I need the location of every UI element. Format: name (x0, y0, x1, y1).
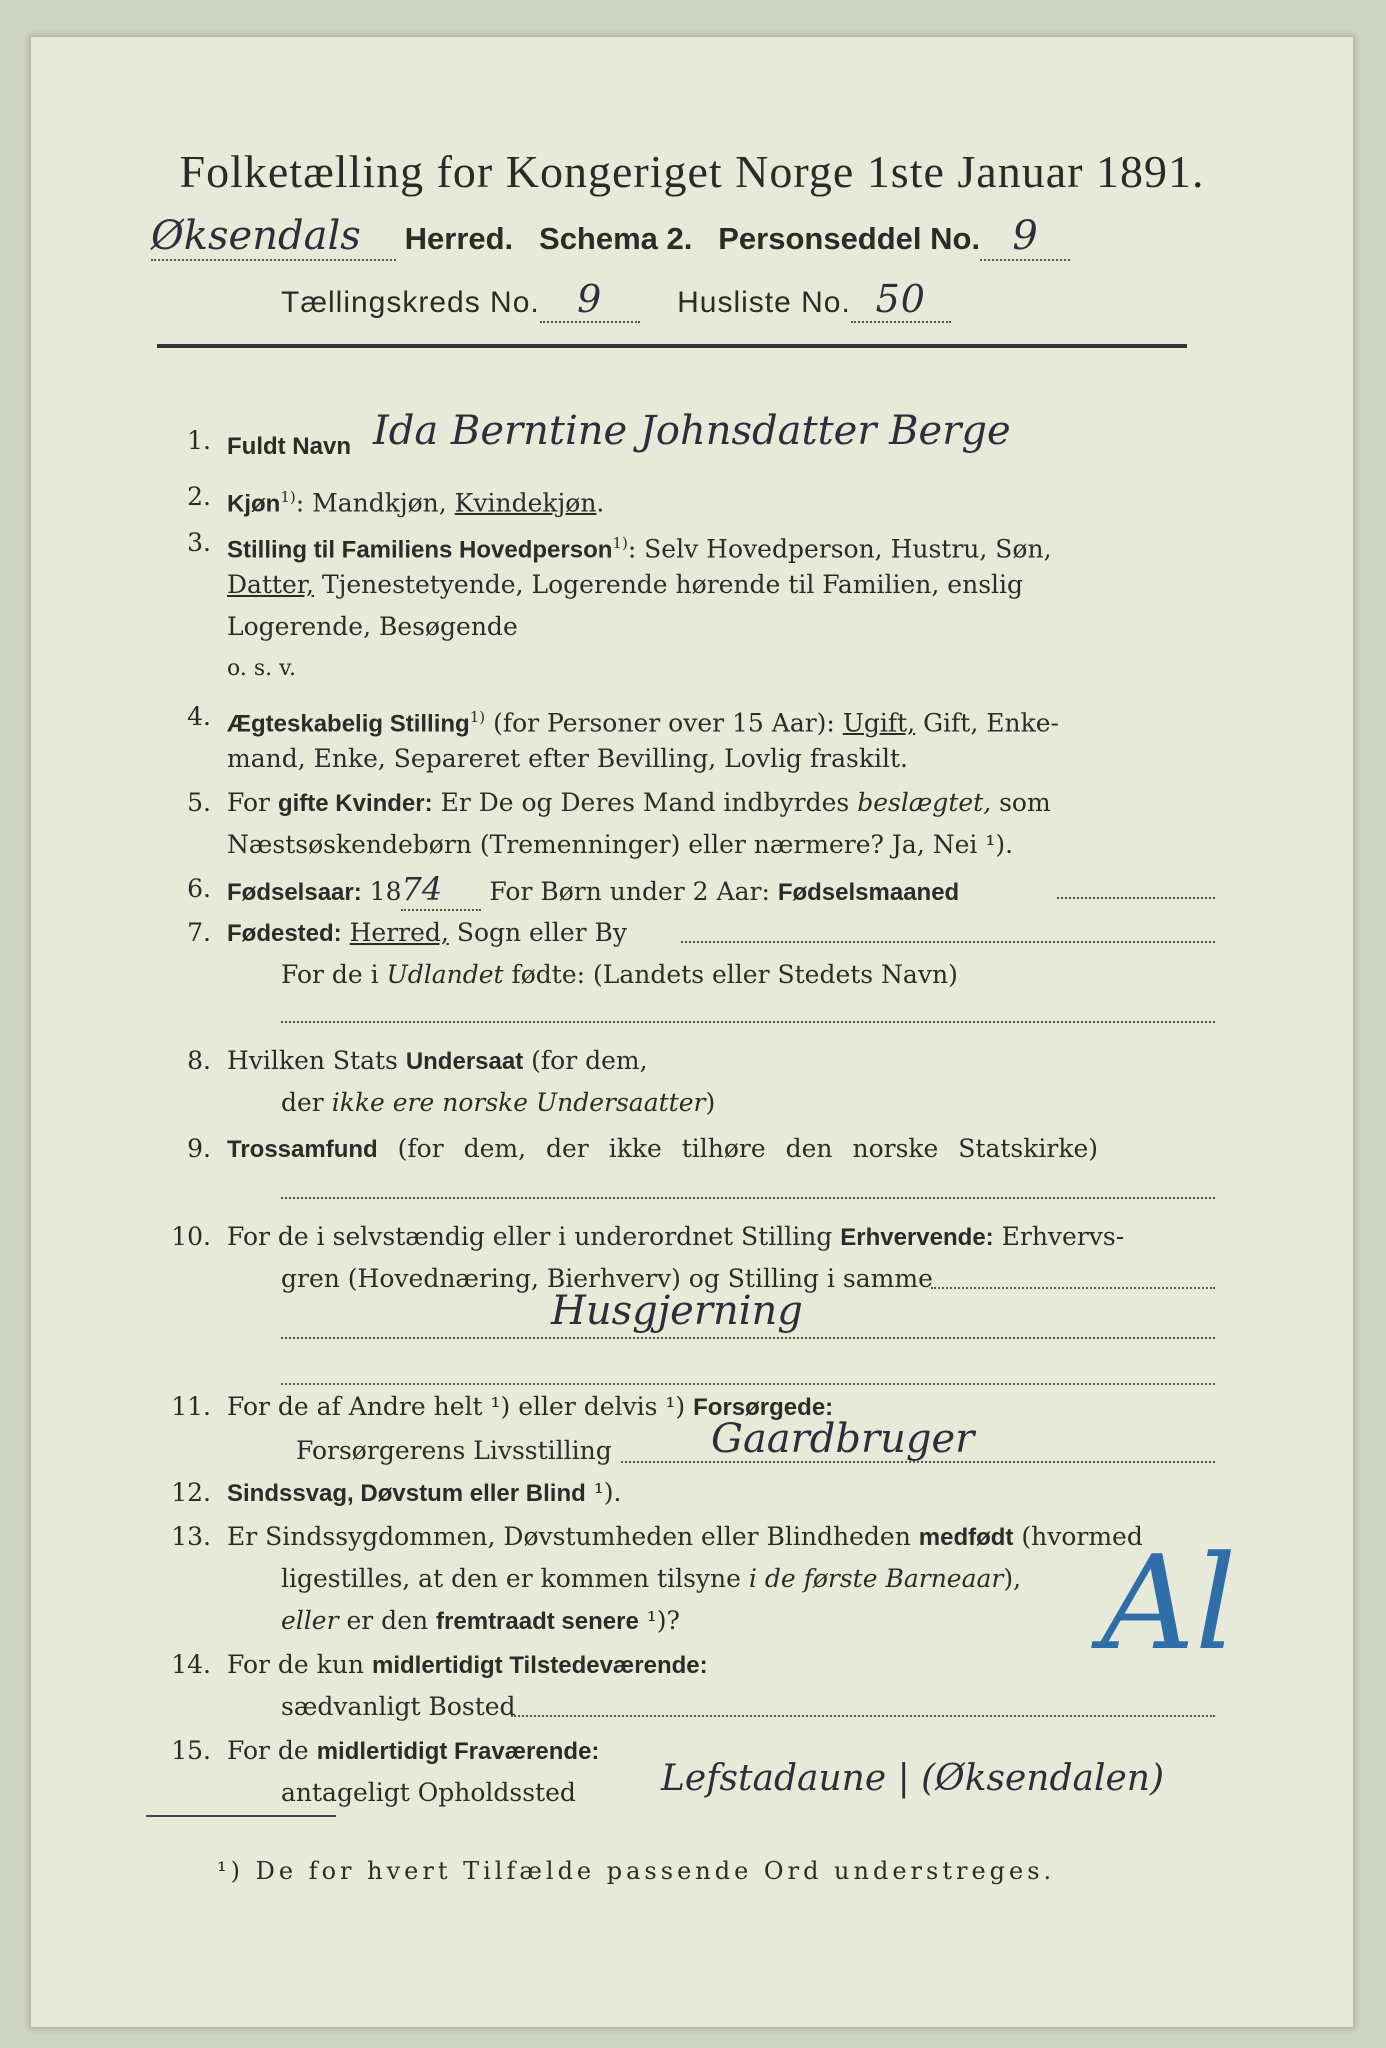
footnote-ref: 1) (469, 708, 486, 726)
field-text: . (596, 488, 605, 518)
kreds-line (281, 277, 951, 323)
dotted-line (281, 1021, 1215, 1023)
herred-value: Øksendals (151, 213, 396, 261)
field-number: 1. (187, 426, 211, 455)
field-text: Forsørgerens Livsstilling (296, 1436, 612, 1465)
field-label: midlertidigt Fraværende: (316, 1738, 600, 1765)
field-label: Kjøn (227, 490, 281, 518)
field-text: er den (338, 1606, 437, 1635)
dotted-line (681, 941, 1215, 943)
field-text: For de kun (227, 1650, 372, 1679)
footnote-ref: 1) (612, 534, 628, 552)
field-text: der (281, 1088, 332, 1117)
field-text: Næstsøskendebørn (Tremenninger) eller nærmere? Ja, Nei ¹). (227, 830, 1014, 859)
field-text: antageligt Opholdssted (281, 1778, 576, 1807)
field-number: 10. (171, 1222, 211, 1251)
census-sheet (30, 36, 1354, 2028)
selected-option: Herred, (349, 918, 449, 947)
full-name-value: Ida Berntine Johnsdatter Berge (372, 408, 1011, 454)
field-number: 9. (187, 1134, 211, 1163)
field-label: midlertidigt Tilstedeværende: (371, 1652, 708, 1679)
taellingskreds-label: Tællingskreds No. (281, 286, 540, 319)
field-label: Ægteskabelig Stilling (227, 710, 470, 738)
selected-option: Ugift, (842, 708, 916, 738)
field-text: For de i (281, 960, 387, 989)
field-label: Undersaat (405, 1048, 524, 1075)
field-number: 5. (187, 788, 211, 817)
form-title: Folketælling for Kongeriget Norge 1ste Januar 1891. (179, 146, 1205, 197)
personseddel-value: 9 (980, 213, 1070, 261)
dotted-line (511, 1715, 1215, 1717)
field-label: Erhvervende: (840, 1224, 994, 1251)
schema-label: Schema 2. (539, 221, 693, 256)
footnote: ¹) De for hvert Tilfælde passende Ord understreges. (217, 1857, 1056, 1885)
field-text: For Børn under 2 Aar: (481, 877, 778, 906)
field-text: 18 (361, 877, 402, 906)
field-number: 3. (187, 528, 211, 557)
husliste-value: 50 (851, 277, 951, 323)
field-text: (for dem, (523, 1046, 648, 1075)
birth-year-value: 74 (401, 869, 481, 911)
field-text: (for dem, der ikke tilhøre den norske Statskirke) (377, 1134, 1099, 1163)
field-text: ¹). (585, 1478, 622, 1507)
field-text: o. s. v. (227, 656, 296, 681)
dotted-line (281, 1337, 1215, 1339)
field-label: Sindssvag, Døvstum eller Blind (227, 1480, 586, 1507)
footnote-ref: 1) (280, 488, 296, 506)
field-text: Sogn eller By (448, 918, 628, 947)
field-text: Hvilken Stats (227, 1046, 406, 1075)
field-number: 13. (171, 1522, 211, 1551)
provider-occupation-value: Gaardbruger (711, 1416, 975, 1462)
field-text: Logerende, Besøgende (227, 612, 518, 641)
dotted-line (281, 1383, 1215, 1385)
field-text: som (991, 788, 1051, 817)
field-label: fremtraadt senere (436, 1608, 639, 1635)
field-text: For de i selvstændig eller i underordnet Stilling (227, 1222, 841, 1251)
field-text-italic: ikke ere norske Undersaatter (331, 1088, 706, 1117)
field-number: 7. (187, 918, 211, 947)
field-text: ) (705, 1088, 716, 1117)
personseddel-label: Personseddel No. (718, 221, 981, 256)
field-number: 8. (187, 1046, 211, 1075)
field-number: 15. (171, 1736, 211, 1765)
field-number: 14. (171, 1650, 211, 1679)
field-text: ), (1003, 1564, 1022, 1593)
field-text: For de (227, 1736, 317, 1765)
field-text: For (227, 788, 278, 817)
dotted-line (621, 1461, 1215, 1463)
selected-option: Datter, (227, 570, 314, 599)
field-text-italic: i de første Barneaar (748, 1564, 1004, 1593)
field-label: Fødselsmaaned (777, 879, 960, 906)
field-text: : Selv Hovedperson, Hustru, Søn, (627, 534, 1052, 564)
field-text: Gift, Enke- (915, 708, 1059, 738)
footnote-rule (146, 1815, 336, 1817)
herred-line (151, 213, 1070, 261)
dotted-line (1057, 897, 1215, 899)
field-label: Trossamfund (227, 1136, 378, 1163)
field-label: medfødt (918, 1524, 1014, 1551)
field-text: sædvanligt Bosted (281, 1692, 516, 1721)
field-text: ¹)? (638, 1606, 680, 1635)
field-number: 2. (187, 482, 211, 511)
field-text: (for Personer over 15 Aar): (485, 708, 843, 738)
field-text-italic: beslægtet, (857, 788, 992, 817)
field-text-italic: eller (281, 1606, 339, 1635)
field-number: 6. (187, 874, 211, 903)
field-number: 11. (171, 1392, 211, 1421)
field-text: mand, Enke, Separeret efter Bevilling, Lovlig fraskilt. (227, 744, 908, 773)
header-rule (157, 344, 1187, 348)
husliste-label: Husliste No. (677, 286, 851, 319)
field-label: Fuldt Navn (227, 433, 351, 460)
absence-location-value: Lefstadaune | (Øksendalen) (661, 1758, 1165, 1799)
selected-option: Kvindekjøn (454, 488, 597, 518)
field-number: 4. (187, 702, 211, 731)
dotted-line (931, 1287, 1215, 1289)
field-label: Stilling til Familiens Hovedperson (227, 536, 613, 564)
field-text: Erhvervs- (993, 1222, 1125, 1251)
field-text: (hvormed (1013, 1522, 1143, 1551)
field-text: Tjenestetyende, Logerende hørende til Familien, enslig (314, 570, 1024, 599)
field-text-italic: Udlandet (386, 960, 504, 989)
field-label: gifte Kvinder: (277, 790, 433, 817)
taellingskreds-value: 9 (540, 277, 640, 323)
field-label: Fødested: (227, 920, 342, 947)
field-text: fødte: (Landets eller Stedets Navn) (503, 960, 958, 989)
occupation-value: Husgjerning (551, 1288, 803, 1334)
field-number: 12. (171, 1478, 211, 1507)
blue-pencil-mark: Al (1101, 1527, 1237, 1679)
field-label: Fødselsaar: (227, 879, 362, 906)
field-text: For de af Andre helt ¹) eller delvis ¹) (227, 1392, 694, 1421)
field-text: Er Sindssygdommen, Døvstumheden eller Blindheden (227, 1522, 919, 1551)
herred-label: Herred. (404, 221, 514, 256)
field-text: : Mandkjøn, (295, 488, 455, 518)
field-text: Er De og Deres Mand indbyrdes (432, 788, 858, 817)
field-text: ligestilles, at den er kommen tilsyne (281, 1564, 749, 1593)
field-label: Forsørgede: (693, 1394, 834, 1421)
dotted-line (281, 1197, 1215, 1199)
field-text: gren (Hovednæring, Bierhverv) og Stilling i samme (281, 1264, 933, 1293)
